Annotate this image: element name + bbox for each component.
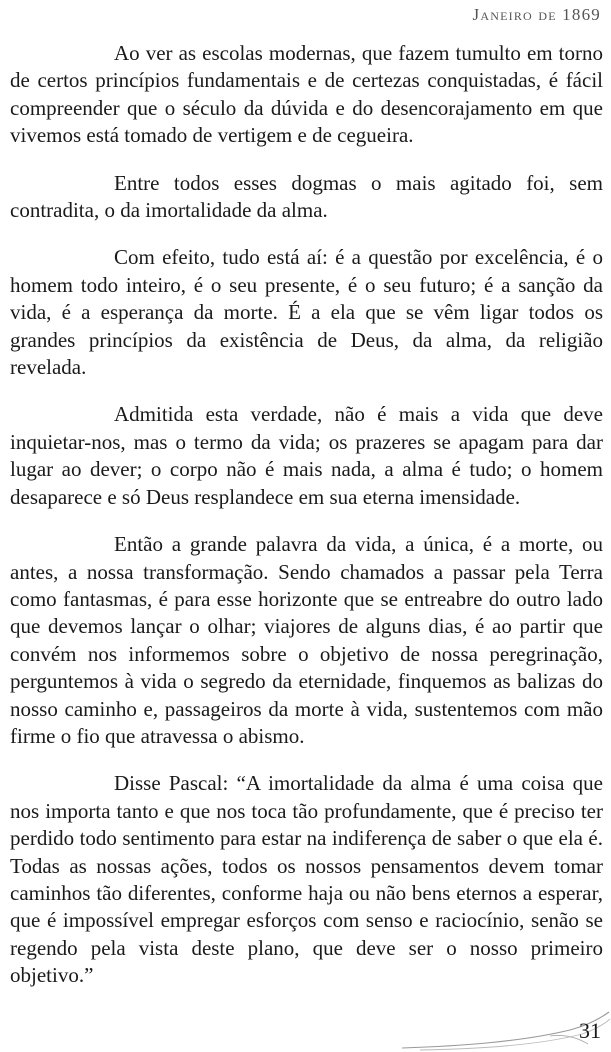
- paragraph-4: Admitida esta verdade, não é mais a vida que deve inquietar-nos, mas o termo da vida; os prazeres se apagam para dar lugar ao dever; o corpo não é mais nada, a alma é tudo; o homem desaparece e só Deus resplandece em sua eterna imensidade.: [10, 402, 603, 509]
- page-number: 31: [579, 1018, 601, 1043]
- page-body: [10, 40, 603, 1010]
- paragraph-6: Disse Pascal: “A imortalidade da alma é uma coisa que nos importa tanto e que nos toca tão profundamente, que é preciso ter perdido todo sentimento para estar na indiferença de saber o que ela é. Todas as nossas ações, todos os nossos pensamentos devem tomar caminhos tão diferentes, conforme haja ou não bens eternos a esperar, que é impossível empregar esforços com senso e raciocínio, senão se regendo pela vista deste plano, que deve ser o nosso primeiro objetivo.”: [10, 771, 603, 988]
- paragraph-5: Então a grande palavra da vida, a única, é a morte, ou antes, a nossa transformação. Sendo chamados a passar pela Terra como fantasmas, é para esse horizonte que se entreabre do outro lado que devemos lançar o olhar; viajores de alguns dias, é ao partir que convém nos informemos sobre o objetivo de nossa peregrinação, perguntemos à vida o segredo da eternidade, finquemos as balizas do nosso caminho e, passageiros da morte à vida, sustentemos com mão firme o fio que atravessa o abismo.: [10, 532, 603, 748]
- paragraph-1: Ao ver as escolas modernas, que fazem tumulto em torno de certos princípios fundamentais e de certezas conquistadas, é fácil compreender que o século da dúvida e do desencorajamento em que vivemos está tomado de vertigem e de cegueira.: [10, 41, 603, 148]
- paragraph-3: Com efeito, tudo está aí: é a questão por excelência, é o homem todo inteiro, é o seu presente, é o seu futuro; é a sanção da vida, é a esperança da morte. É a ela que se vêm ligar todos os grandes princípios da existência de Deus, da alma, da religião revelada.: [10, 245, 603, 380]
- paragraph-2: Entre todos esses dogmas o mais agitado foi, sem contradita, o da imortalidade da alma.: [10, 170, 603, 223]
- running-header: Janeiro de 1869: [472, 5, 601, 24]
